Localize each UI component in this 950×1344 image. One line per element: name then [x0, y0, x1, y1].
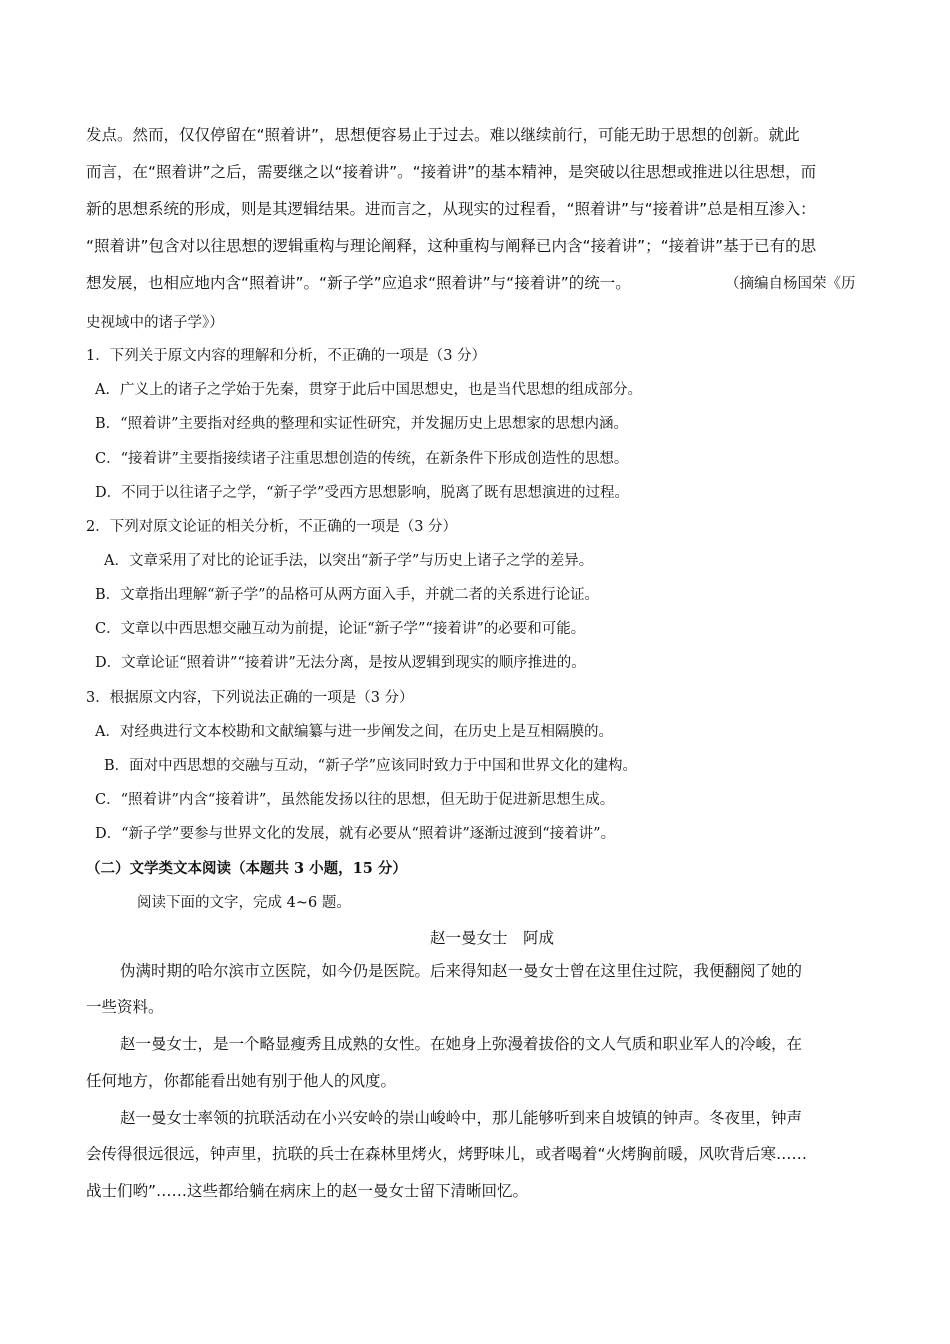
story-paragraph-line: 战士们哟”……这些都给躺在病床上的赵一曼女士留下清晰回忆。	[86, 1182, 529, 1200]
story-paragraph-line: 一些资料。	[86, 998, 164, 1016]
question-stem: 1．下列关于原文内容的理解和分析，不正确的一项是（3 分）	[86, 348, 487, 364]
story-paragraph-line: 任何地方，你都能看出她有别于他人的风度。	[86, 1072, 397, 1090]
question-option: C．文章以中西思想交融互动为前提，论证“新子学”“接着讲”的必要和可能。	[95, 621, 586, 637]
question-option: D．不同于以往诸子之学，“新子学”受西方思想影响，脱离了既有思想演进的过程。	[95, 485, 629, 501]
question-stem: 3．根据原文内容，下列说法正确的一项是（3 分）	[86, 690, 414, 706]
passage-line: “照着讲”包含对以往思想的逻辑重构与理论阐释，这种重构与阐释已内含“接着讲”；“接着讲”基于已有的思	[86, 237, 817, 255]
question-option: B．“照着讲”主要指对经典的整理和实证性研究，并发掘历史上思想家的思想内涵。	[95, 416, 628, 432]
story-paragraph-line: 赵一曼女士，是一个略显瘦秀且成熟的女性。在她身上弥漫着拔俗的文人气质和职业军人的冷峻，在	[120, 1035, 803, 1053]
reading-instruction: 阅读下面的文字，完成 4~6 题。	[137, 895, 351, 911]
passage-line: 想发展，也相应地内含“照着讲”。“新子学”应追求“照着讲”与“接着讲”的统一。	[86, 274, 631, 292]
story-title: 赵一曼女士 阿成	[430, 929, 555, 947]
section-heading: （二）文学类文本阅读（本题共 3 小题，15 分）	[86, 860, 407, 877]
passage-line: 而言，在“照着讲”之后，需要继之以“接着讲”。“接着讲”的基本精神，是突破以往思想或推进以往思想，而	[86, 163, 817, 181]
question-option: D．“新子学”要参与世界文化的发展，就有必要从“照着讲”逐渐过渡到“接着讲”。	[95, 826, 616, 842]
question-option: A．对经典进行文本校勘和文献编纂与进一步阐发之间，在历史上是互相隔膜的。	[95, 724, 613, 740]
question-option: A．广义上的诸子之学始于先秦，贯穿于此后中国思想史，也是当代思想的组成部分。	[95, 382, 642, 398]
question-option: B．面对中西思想的交融与互动，“新子学”应该同时致力于中国和世界文化的建构。	[104, 758, 637, 774]
question-stem: 2．下列对原文论证的相关分析，不正确的一项是（3 分）	[86, 519, 458, 535]
question-option: A．文章采用了对比的论证手法，以突出“新子学”与历史上诸子之学的差异。	[104, 553, 594, 569]
citation-source: （摘编自杨国荣《历	[725, 276, 856, 292]
story-paragraph-line: 会传得很远很远，钟声里，抗联的兵士在森林里烤火，烤野味儿，或者喝着“火烤胸前暖，风吹背后寒……	[86, 1145, 808, 1163]
citation-source-cont: 史视域中的诸子学》）	[86, 315, 224, 331]
story-paragraph-line: 赵一曼女士率领的抗联活动在小兴安岭的崇山峻岭中，那儿能够听到来自坡镇的钟声。冬夜里，钟声	[120, 1109, 803, 1127]
question-option: C．“接着讲”主要指接续诸子注重思想创造的传统，在新条件下形成创造性的思想。	[95, 451, 629, 467]
question-option: D．文章论证“照着讲”“接着讲”无法分离，是按从逻辑到现实的顺序推进的。	[95, 655, 586, 671]
question-option: C．“照着讲”内含“接着讲”，虽然能发扬以往的思想，但无助于促进新思想生成。	[95, 792, 615, 808]
story-paragraph-line: 伪满时期的哈尔滨市立医院，如今仍是医院。后来得知赵一曼女士曾在这里住过院，我便翻阅了她的	[120, 962, 803, 980]
passage-line: 新的思想系统的形成，则是其逻辑结果。进而言之，从现实的过程看，“照着讲”与“接着讲”总是相互渗入：	[86, 200, 816, 218]
question-option: B．文章指出理解“新子学”的品格可从两方面入手，并就二者的关系进行论证。	[95, 587, 599, 603]
passage-line: 发点。然而，仅仅停留在“照着讲”，思想便容易止于过去。难以继续前行，可能无助于思想的创新。就此	[86, 126, 800, 144]
